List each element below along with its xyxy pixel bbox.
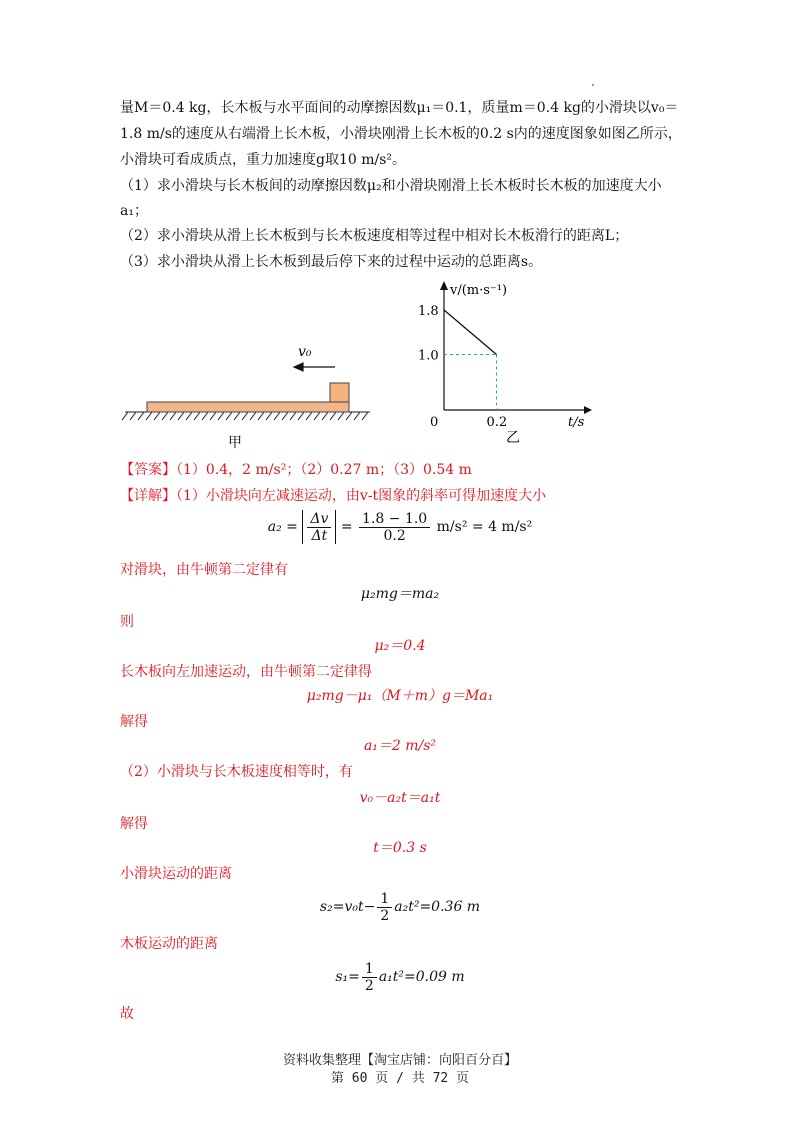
eq7-den: 2	[377, 907, 392, 924]
detail-text-7: 小滑块运动的距离	[120, 866, 232, 882]
x-axis-arrow	[584, 406, 592, 414]
detail-text-4: 解得	[120, 714, 148, 730]
hatch-mark	[170, 412, 176, 420]
hatch-mark	[330, 412, 336, 420]
eq7-lhs: s₂=v₀t−	[319, 899, 376, 915]
hatch-mark	[226, 412, 232, 420]
problem-line-3: 小滑块可看成质点，重力加速度g取10 m/s²。	[120, 152, 407, 168]
velocity-arrow	[294, 363, 335, 371]
question-1a: （1）求小滑块与长木板间的动摩擦因数μ₂和小滑块刚滑上长木板时长木板的加速度大小	[120, 178, 662, 194]
hatch-mark	[162, 412, 168, 420]
equation-8	[0, 960, 800, 994]
footer-source: 资料收集整理【淘宝店铺：向阳百分百】	[282, 1053, 517, 1068]
question-1b: a₁；	[120, 203, 148, 219]
hatch-mark	[362, 412, 368, 420]
y-axis-label: v/(m·s⁻¹)	[450, 283, 508, 298]
hatch-mark	[138, 412, 144, 420]
hatch-mark	[290, 412, 296, 420]
hatch-mark	[154, 412, 160, 420]
question-3: （3）求小滑块从滑上长木板到最后停下来的过程中运动的总距离s。	[120, 254, 543, 270]
hatch-mark	[258, 412, 264, 420]
answer-line	[120, 460, 472, 480]
hatch-mark	[338, 412, 344, 420]
detail-text-5: （2）小滑块与长木板速度相等时，有	[120, 764, 353, 780]
answer-text: （1）0.4，2 m/s²；（2）0.27 m；（3）0.54 m	[176, 462, 472, 478]
figure-jia	[120, 330, 380, 450]
caption-jia: 甲	[228, 435, 242, 450]
caption-yi: 乙	[506, 430, 520, 446]
detail-text-6: 解得	[120, 816, 148, 832]
origin-label: 0	[430, 415, 439, 430]
hatch-mark	[274, 412, 280, 420]
hatch-mark	[298, 412, 304, 420]
eq-a2-abs-num: Δv	[310, 510, 329, 527]
hatch-mark	[210, 412, 216, 420]
detail-text-1: 对滑块，由牛顿第二定律有	[120, 562, 288, 578]
equation-7	[0, 890, 800, 924]
equation-6: t＝0.3 s	[373, 840, 427, 856]
eq7-rhs: a₂t²=0.36 m	[394, 899, 481, 915]
hatch-mark	[234, 412, 240, 420]
footer-page-number: 第 60 页 / 共 72 页	[330, 1071, 470, 1086]
hatch-mark	[266, 412, 272, 420]
detail-text-3: 长木板向左加速运动，由牛顿第二定律得	[120, 664, 372, 680]
hatch-mark	[354, 412, 360, 420]
eq8-den: 2	[362, 977, 377, 994]
equation-a2	[0, 510, 800, 544]
equation-4: a₁＝2 m/s²	[363, 738, 437, 754]
answer-tag: 【答案】	[120, 462, 176, 478]
detail-text-8: 木板运动的距离	[120, 936, 218, 952]
detail-text-9: 故	[120, 1006, 134, 1022]
y-tick-1-0: 1.0	[418, 348, 439, 364]
hatch-mark	[242, 412, 248, 420]
problem-line-2: 1.8 m/s的速度从右端滑上长木板，小滑块刚滑上长木板的0.2 s内的速度图象如图乙所示，	[120, 126, 682, 142]
y-tick-1-8: 1.8	[418, 304, 439, 319]
long-board	[147, 402, 349, 412]
x-tick-0-2: 0.2	[486, 415, 508, 430]
hatch-mark	[122, 412, 128, 420]
small-block	[330, 383, 349, 402]
eq-a2-eq: =	[340, 519, 353, 535]
hatch-mark	[346, 412, 352, 420]
scan-dot	[592, 84, 594, 86]
velocity-label: v₀	[298, 344, 312, 360]
x-axis-label: t/s	[568, 415, 585, 430]
equation-1: μ₂mg＝ma₂	[360, 586, 440, 602]
hatch-mark	[218, 412, 224, 420]
detail-tag: 【详解】	[120, 488, 176, 504]
eq8-num: 1	[364, 960, 374, 977]
eq-a2-den: 0.2	[359, 527, 430, 544]
eq-a2-lhs: a₂ =	[267, 519, 298, 535]
eq7-num: 1	[380, 890, 390, 907]
detail-intro: （1）小滑块向左减速运动，由v-t图象的斜率可得加速度大小	[176, 488, 547, 504]
hatch-mark	[146, 412, 152, 420]
equation-5: v₀－a₂t＝a₁t	[359, 790, 441, 806]
hatch-mark	[178, 412, 184, 420]
eq-a2-abs-den: Δt	[307, 527, 331, 544]
detail-intro-line	[120, 486, 546, 506]
eq-a2-rhs: m/s² = 4 m/s²	[436, 519, 533, 535]
problem-line-1: 量M＝0.4 kg，长木板与水平面间的动摩擦因数μ₁＝0.1，质量m＝0.4 kg的小滑块以v₀＝	[120, 100, 679, 116]
detail-text-2: 则	[120, 614, 134, 630]
y-axis-arrow	[440, 281, 448, 290]
equation-3: μ₂mg－μ₁（M＋m）g＝Ma₁	[306, 688, 494, 704]
eq-a2-abs	[302, 510, 336, 544]
question-2: （2）求小滑块从滑上长木板到与长木板速度相等过程中相对长木板滑行的距离L；	[120, 228, 629, 244]
eq-a2-num: 1.8 − 1.0	[362, 510, 428, 527]
hatch-mark	[130, 412, 136, 420]
hatch-mark	[250, 412, 256, 420]
hatch-mark	[186, 412, 192, 420]
hatch-mark	[194, 412, 200, 420]
series-line	[444, 310, 497, 354]
eq8-rhs: a₁t²=0.09 m	[378, 969, 465, 985]
hatch-mark	[282, 412, 288, 420]
hatch-mark	[202, 412, 208, 420]
equation-2: μ₂＝0.4	[374, 638, 426, 654]
hatch-mark	[314, 412, 320, 420]
eq8-lhs: s₁=	[335, 969, 360, 985]
hatch-mark	[322, 412, 328, 420]
figure-yi-chart	[410, 278, 610, 448]
hatch-mark	[306, 412, 312, 420]
